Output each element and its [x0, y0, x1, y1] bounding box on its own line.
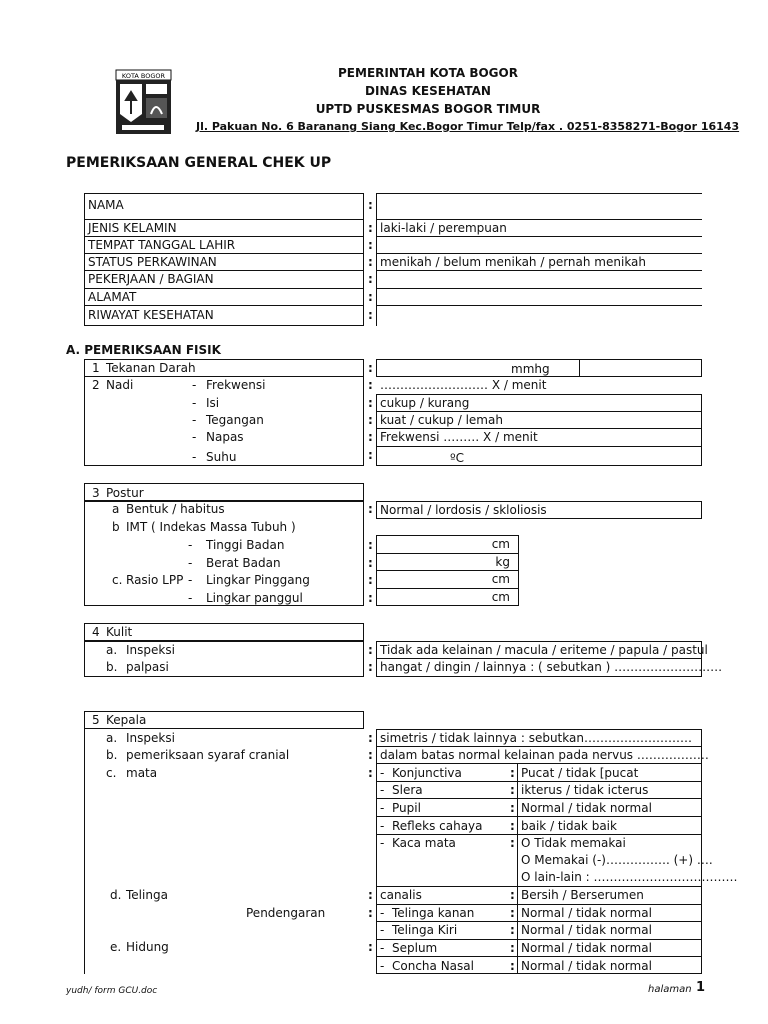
value-frekwensi[interactable]: ……………………… X / menit [380, 378, 547, 392]
value-kulit-inspeksi[interactable]: Tidak ada kelainan / macula / eriteme / papula / pastul [380, 643, 708, 657]
value-isi[interactable]: cukup / kurang [380, 396, 470, 410]
value-kaca-2[interactable]: O Memakai (-)……………. (+) …. [521, 853, 713, 867]
value-bentuk[interactable]: Normal / lordosis / skloliosis [380, 503, 547, 517]
label-nadi: Nadi [106, 378, 134, 392]
value-slera[interactable]: ikterus / tidak icterus [521, 783, 649, 797]
header-line2: DINAS KESEHATAN [365, 84, 491, 98]
label-tekanan-darah: Tekanan Darah [106, 361, 196, 375]
value-kepala-inspeksi[interactable]: simetris / tidak lainnya : sebutkan……………………… [380, 731, 692, 745]
label-alamat: ALAMAT [88, 290, 137, 304]
value-telinga-kanan[interactable]: Normal / tidak normal [521, 906, 652, 920]
value-telinga-kiri[interactable]: Normal / tidak normal [521, 923, 652, 937]
label-nama: NAMA [88, 198, 124, 212]
value-syaraf[interactable]: dalam batas normal kelainan pada nervus ……………… [380, 748, 709, 762]
svg-text:KOTA BOGOR: KOTA BOGOR [121, 72, 166, 80]
header-line3: UPTD PUSKESMAS BOGOR TIMUR [315, 102, 541, 116]
value-seplum[interactable]: Normal / tidak normal [521, 941, 652, 955]
label-riwayat: RIWAYAT KESEHATAN [88, 308, 214, 322]
value-konjunctiva[interactable]: Pucat / tidak [pucat [521, 766, 639, 780]
label-kepala: Kepala [106, 713, 147, 727]
header-address: Jl. Pakuan No. 6 Baranang Siang Kec.Bogor Timur Telp/fax . 0251-8358271-Bogor 16143 [196, 120, 740, 133]
section-a-title: A. PEMERIKSAAN FISIK [66, 343, 221, 357]
value-tegangan[interactable]: kuat / cukup / lemah [380, 413, 503, 427]
value-kulit-palpasi[interactable]: hangat / dingin / lainnya : ( sebutkan ) ……………………… [380, 660, 723, 674]
label-ttl: TEMPAT TANGGAL LAHIR [88, 238, 236, 252]
value-kaca-3[interactable]: O lain-lain : ……………………………… [521, 870, 738, 884]
footer-doc-name: yudh/ form GCU.doc [66, 986, 158, 996]
value-napas[interactable]: Frekwensi ……… X / menit [380, 430, 538, 444]
footer-page-label: halaman [648, 984, 692, 995]
header-line1: PEMERINTAH KOTA BOGOR [338, 66, 518, 80]
value-pupil[interactable]: Normal / tidak normal [521, 801, 652, 815]
value-kaca-1[interactable]: O Tidak memakai [521, 836, 626, 850]
kota-bogor-logo [116, 70, 171, 134]
value-jenis-kelamin[interactable]: laki-laki / perempuan [380, 221, 507, 235]
page-title: PEMERIKSAAN GENERAL CHEK UP [66, 155, 332, 171]
value-canalis[interactable]: Bersih / Berserumen [521, 888, 644, 902]
label-kulit: Kulit [106, 625, 133, 639]
value-status[interactable]: menikah / belum menikah / pernah menikah [380, 255, 647, 269]
value-concha[interactable]: Normal / tidak normal [521, 959, 652, 973]
label-status: STATUS PERKAWINAN [88, 255, 217, 269]
label-postur: Postur [106, 486, 144, 500]
footer-page-number: 1 [696, 980, 706, 995]
label-pekerjaan: PEKERJAAN / BAGIAN [88, 272, 214, 286]
label-jenis-kelamin: JENIS KELAMIN [88, 221, 177, 235]
value-suhu[interactable]: ºC [450, 451, 465, 465]
value-refleks[interactable]: baik / tidak baik [521, 819, 617, 833]
